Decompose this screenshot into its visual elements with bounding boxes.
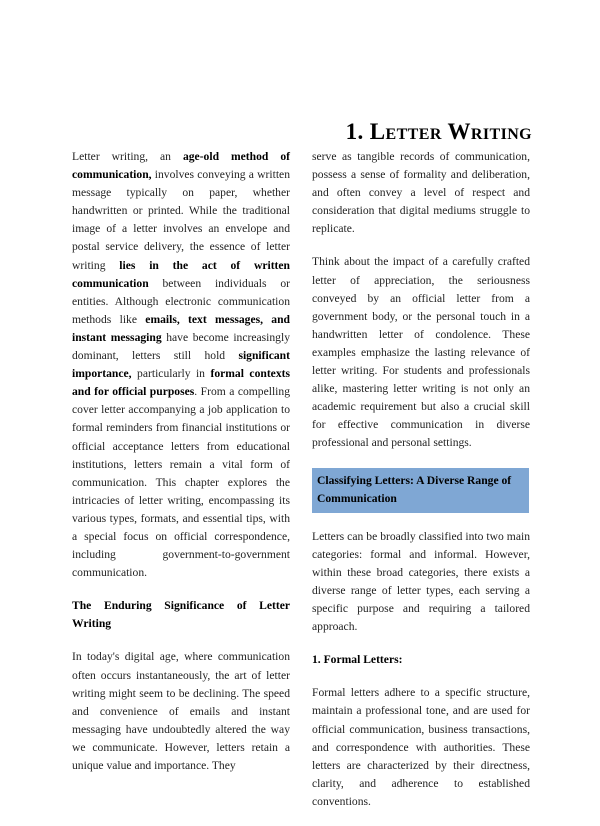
text-run: Letter writing, an [72,150,183,163]
paragraph-formal-letters-description: Formal letters adhere to a specific structure, maintain a professional tone, and are used for official communication, business transactions, and correspondence with authorities. These letters are characterized by their directness, clarity, and adherence to established conventions. [312,686,530,808]
paragraph-intro [72,148,290,582]
left-column [72,148,290,775]
bold-run: formal contexts and for official purposes [72,367,290,399]
paragraph-classification: Letters can be broadly classified into two main categories: formal and informal. However, within these broad categories, there exists a diverse range of letter types, each serving a specific purpose and requiring a tailored approach. [312,529,530,634]
paragraph-tangible-records: serve as tangible records of communication, possess a sense of formality and deliberation, and often convey a level of respect and consideration that digital mediums struggle to replicate. [312,150,530,236]
bold-run: significant importance, [72,349,290,381]
text-run: between individuals or entities. Although electronic communication methods like [72,276,290,326]
right-column [312,148,530,811]
text-run: . From a compelling cover letter accompanying a job application to formal reminders from financial institutions or official acceptance letters from educational institutions, letters remain a vital form of communication. This chapter explores the intricacies of letter writing, encompassing its various types, formats, and essential tips, with a special focus on official correspondence, including government-to-government communication. [72,385,290,580]
highlighted-section-heading-classifying-letters: Classifying Letters: A Diverse Range of Communication [312,468,529,513]
bold-run: emails, text messages, and instant messaging [72,312,290,344]
bold-run: lies in the act of written communication [72,258,291,290]
text-run: involves conveying a written message typically on paper, whether handwritten or printed. While the traditional image of a letter involves an envelope and postal service delivery, the essence of letter writing [72,168,290,272]
page-title: 1. Letter Writing [345,119,532,145]
text-run: have become increasingly dominant, letters still hold [72,330,290,363]
text-run: particularly in [131,367,211,381]
section-heading-enduring-significance: The Enduring Significance of Letter Writing [72,599,290,631]
paragraph-impact-examples: Think about the impact of a carefully crafted letter of appreciation, the seriousness conveyed by an official letter from a government body, or the personal touch in a handwritten letter of condolence. These examples emphasize the lasting relevance of letter writing. For students and professionals alike, mastering letter writing is not only an academic requirement but also a crucial skill for effective communication in diverse professional and personal settings. [312,255,530,450]
section-heading-formal-letters: 1. Formal Letters: [312,653,403,667]
bold-run: age-old method of communication, [72,150,290,182]
paragraph-digital-age: In today's digital age, where communication often occurs instantaneously, the art of letter writing might seem to be declining. The speed and convenience of emails and instant messaging have undoubtedly altered the way we communicate. However, letters retain a unique value and importance. They [72,650,290,772]
